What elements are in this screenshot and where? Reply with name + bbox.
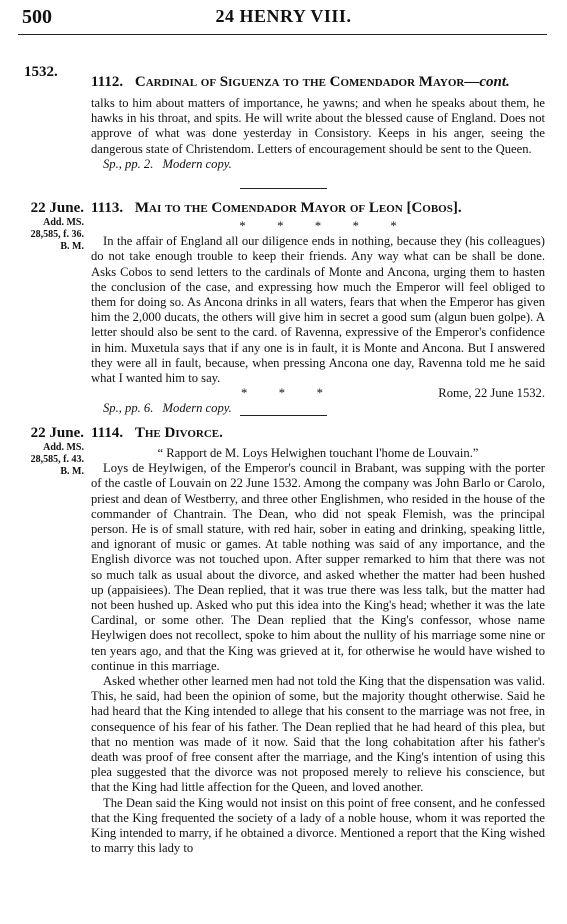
closing-date: Rome, 22 June 1532. [438,386,545,401]
ms-ref: Add. MS. [43,442,84,453]
ms-ref: Add. MS. [43,217,84,228]
ms-ref: 28,585, f. 43. [30,454,84,465]
entry-title: Mai to the Comendador Mayor of Leon [Cobos]. [134,200,462,216]
header-rule [18,34,547,35]
entry-number: 1113. [91,200,124,216]
entry-number: 1114. [91,425,124,441]
entry-1112-body [91,96,545,172]
entry-number: 1112. [91,74,124,90]
paragraph: Loys de Heylwigen, of the Emperor's council in Brabant, was supping with the porter of the castle of Louvain on 22 June 1532. Among the company was John Barlo or Carolo, priest and dean of Westberry, and three other Englishmen, who resided in the house of the commander of Chantrain. The Dean, who did not speak Flemish, was the principal person. He is of small stature, with red hair, sober in eating and drinking, speaking little, and ignorant of music or games. At table nothing was said of any importance, and the English divorce was not touched upon. After supper remarked to him that there was not so much talk as usual about the divorce, and asked whether the matter had been hushed up (appaisiees). The Dean replied, that it was true there was less talk, but the matter had not been hushed up. Asked who put this idea into the King's head; whether it was the late Cardinal, or some other. The Dean replied that the King's confessor, whose name Heylwigen does not recollect, spoke to him about the nullity of his marriage some nine or ten years ago, and that the King was grieved at it, for otherwise he would have wished to continue in this marriage. [91,461,545,673]
ms-ref: B. M. [60,241,84,252]
closing-line: * * * Rome, 22 June 1532. [241,386,545,401]
quoted-heading: “ Rapport de M. Loys Helwighen touchant l'home de Louvain.” [157,446,479,460]
entry-date: 22 June. [30,200,84,216]
source-note: Sp., pp. 6. Modern copy. [103,401,232,416]
year-marker: 1532. [24,64,58,80]
section-divider [240,188,327,189]
entry-title-suffix: —cont. [464,74,510,90]
entry-1112-heading [91,73,510,91]
section-divider [240,415,327,416]
page-header [0,6,567,32]
paragraph: talks to him about matters of importance, he yawns; and when he speaks about them, he hawks in his throat, and spits. He will write about the blessed cause of England. Does not approve of what was done yesterday in Consistory. Keeps in his anger, seeing the dangerous state of Christendom. Letters of encouragement should be sent to the Queen. [91,96,545,156]
entry-1113-marginalia [20,199,84,253]
entry-title: Cardinal of Siguenza to the Comendador Mayor [134,74,465,90]
running-title: 24 HENRY VIII. [215,6,352,26]
entry-title: The Divorce. [134,425,223,441]
entry-date: 22 June. [30,425,84,441]
ms-ref: 28,585, f. 36. [30,229,84,240]
paragraph: Asked whether other learned men had not told the King that the dispensation was valid. This, he said, had been the opinion of some, but the majority thought otherwise. Said he had heard that the King intended to allege that his consent to the marriage was not free, in consequence of his fear of his father. The Dean replied that he had heard of this plea, but that no mention was made of it now. Said that the long cohabitation after his father's death was proof of free consent after the marriage, and the King's intention of using this plea suggested that the divorce was not proposed merely to relieve his conscience, but that the King had little affection for the Queen, and loved another. [91,674,545,795]
entry-1113-heading [91,199,462,217]
page-number: 500 [22,6,52,28]
entry-1114-marginalia [20,424,84,478]
entry-1114-heading [91,424,223,442]
paragraph: The Dean said the King would not insist on this point of free consent, and he confessed that the King frequented the society of a lady of a noble house, whom it was reported the King intended to marry, if he obtained a divorce. Mentioned a report that the King wished to marry this lady to [91,795,545,856]
source-note: Sp., pp. 2. Modern copy. [103,156,232,171]
ellipsis-stars: * * * * * [239,219,397,233]
paragraph: In the affair of England all our diligence ends in nothing, because they (his colleagues) do not take enough trouble to keep their friends. Any way what can be shall be done. Asks Cobos to send letters to the cardinals of Monte and Ancona, urging them to hasten the conclusion of the case, and expressing how much the Emperor will feel obliged to them for doing so. As Ancona drinks in all waters, fears that when the Emperor has given him the 2,000 ducats, the others will give him in secret a good sum (algun buen golpe). A letter should also be sent to the card. of Ravenna, expressive of the Emperor's confidence in him. Muxetula says that if any one is in fault, it is Monte and Ancona. But I answered they were all in fault, because, when pressing Ancona one day, Ravenna told me he said what I wanted him to say. [91,234,545,386]
ms-ref: B. M. [60,466,84,477]
entry-1113-body [91,219,545,417]
entry-1114-body [91,446,545,856]
